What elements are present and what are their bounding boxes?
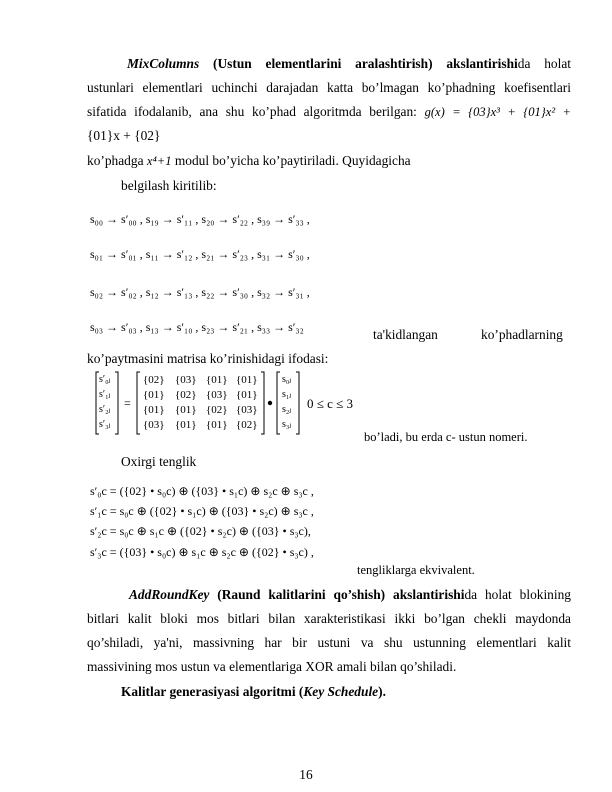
- m-1-0: {01}: [143, 389, 165, 401]
- mixcolumns-line3-pre: sifatida ifodalanib, ana shu ko’phad algoritmda berilgan:: [87, 104, 417, 119]
- m-3-0: {03}: [143, 419, 165, 431]
- column-index-condition: 0 ≤ c ≤ 3: [307, 396, 354, 411]
- m-1-3: {01}: [236, 389, 258, 401]
- rhs-3: s₃ⱼ: [282, 419, 292, 430]
- addroundkey-line-3: qo’shiladi, ya'ni, massivning har bir ustuni va shu ustunning elementlari kalit: [87, 635, 571, 650]
- equation-2: s′₂c = s₀c ⊕ s₁c ⊕ ({02} • s₂c) ⊕ ({03} • s₃c),: [90, 524, 311, 538]
- modulus-polynomial: x⁴+1: [146, 154, 172, 168]
- substitution-row-2: s₀₂ → s′₀₂ , s₁₂ → s′₁₃ , s₂₂ → s′₃₀ , s₃₂ → s′₃₁ ,: [90, 285, 310, 299]
- addroundkey-line-4: massivining mos ustun va elementlariga XOR amali bilan qo’shiladi.: [87, 659, 457, 674]
- mixcolumns-line1-tail: da holat: [517, 56, 571, 71]
- equation-1: s′₁c = s₀c ⊕ ({02} • s₁c) ⊕ ({03} • s₂c) ⊕ s₃c ,: [90, 504, 314, 518]
- mixcolumns-matrix-equation: [93, 368, 363, 438]
- addroundkey-line-2: bitlari kalit bloki mos bitlari bilan xarakteristikasi ikki bo’lgan chekli maydonda: [87, 611, 571, 626]
- after-subs-word-2: ko’phadlarning: [481, 327, 563, 342]
- substitution-row-3: s₀₃ → s′₀₃ , s₁₃ → s′₁₀ , s₂₃ → s′₂₁ , s₃₃ → s′₃₂: [90, 320, 304, 334]
- matrix-note: bo’ladi, bu erda c- ustun nomeri.: [364, 430, 528, 444]
- lhs-1: s′₁ⱼ: [99, 389, 111, 400]
- polynomial-gx: g(x) = {03}x³ + {01}x² +: [424, 105, 571, 119]
- m-2-2: {02}: [206, 404, 228, 416]
- addroundkey-line-1: [129, 587, 571, 603]
- heading-close: ).: [378, 684, 386, 699]
- equivalence-note: tengliklarga ekvivalent.: [357, 563, 475, 577]
- addroundkey-term-desc: (Raund kalitlarini qo’shish) akslantirishi: [217, 587, 465, 602]
- section-heading: [121, 684, 386, 700]
- m-0-0: {02}: [143, 374, 165, 386]
- mixcolumns-line-5: [87, 153, 411, 169]
- heading-text: Kalitlar generasiyasi algoritmi (: [121, 684, 304, 699]
- heading-term: Key Schedule: [303, 684, 379, 699]
- mixcolumns-line-1: [127, 56, 571, 72]
- lhs-3: s′₃ⱼ: [99, 419, 111, 430]
- m-1-2: {03}: [206, 389, 228, 401]
- m-1-1: {02}: [175, 389, 197, 401]
- lhs-0: s′₀ⱼ: [99, 374, 111, 385]
- m-2-1: {01}: [175, 404, 197, 416]
- rhs-0: s₀ⱼ: [282, 374, 292, 385]
- mixcolumns-term-desc: (Ustun elementlarini aralashtirish) akslantirishi: [213, 56, 518, 71]
- notation-intro: belgilash kiritilib:: [121, 178, 217, 193]
- polynomial-continuation: {01}x + {02}: [87, 128, 161, 143]
- oxirgi-tenglik: Oxirgi tenglik: [121, 454, 197, 469]
- m-0-1: {03}: [175, 374, 197, 386]
- m-3-1: {01}: [175, 419, 197, 431]
- addroundkey-line1-tail: da holat blokining: [464, 587, 571, 602]
- matrix-intro: ko’paytmasini matrisa ko’rinishidagi ifodasi:: [87, 351, 329, 366]
- after-subs-word-1: ta'kidlangan: [373, 327, 438, 342]
- mixcolumns-term: MixColumns: [127, 56, 200, 71]
- line5-pre: ko’phadga: [87, 153, 144, 168]
- lhs-2: s′₂ⱼ: [99, 404, 111, 415]
- rhs-2: s₂ⱼ: [282, 404, 292, 415]
- mixcolumns-line-2: ustunlari elementlari uchinchi darajadan katta bo’lmagan ko’phadning koefisentlari: [87, 80, 571, 95]
- substitution-row-0: s₀₀ → s′₀₀ , s₁₉ → s′₁₁ , s₂₀ → s′₂₂ , s₃₉ → s′₃₃ ,: [90, 212, 310, 226]
- page-number: 16: [299, 767, 313, 782]
- rhs-1: s₁ⱼ: [282, 389, 292, 400]
- m-0-2: {01}: [206, 374, 228, 386]
- m-2-3: {03}: [236, 404, 258, 416]
- m-2-0: {01}: [143, 404, 165, 416]
- m-0-3: {01}: [236, 374, 258, 386]
- equation-3: s′₃c = ({03} • s₀c) ⊕ s₁c ⊕ s₂c ⊕ ({02} • s₃c) ,: [90, 545, 314, 559]
- substitution-row-1: s₀₁ → s′₀₁ , s₁₁ → s′₁₂ , s₂₁ → s′₂₃ , s₃₁ → s′₃₀ ,: [90, 247, 310, 261]
- mixcolumns-line-3: [87, 104, 571, 120]
- svg-text:=: =: [124, 396, 131, 410]
- line5-post: modul bo’yicha ko’paytiriladi. Quyidagicha: [174, 153, 411, 168]
- m-3-3: {02}: [236, 419, 258, 431]
- equation-0: s′₀c = ({02} • s₀c) ⊕ ({03} • s₁c) ⊕ s₂c ⊕ s₃c ,: [90, 484, 314, 498]
- addroundkey-term: AddRoundKey: [129, 587, 210, 602]
- m-3-2: {01}: [206, 419, 228, 431]
